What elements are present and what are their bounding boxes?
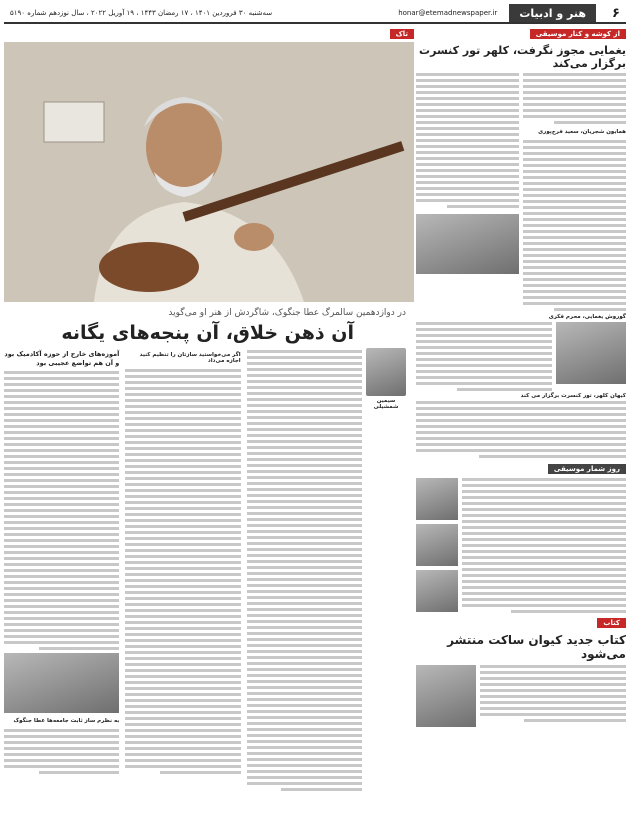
music-news-tagbar xyxy=(416,28,626,40)
author-name: سیمین شمشیلی xyxy=(373,398,399,410)
right-text-col-4 xyxy=(416,401,626,458)
right-article-body-2 xyxy=(416,322,626,391)
page-number: ۶ xyxy=(612,5,620,21)
main-tag: تاک xyxy=(390,29,414,39)
book-headline: کتاب جدید کیوان ساکت منتشر می‌شود xyxy=(447,633,626,662)
right-article-body xyxy=(416,73,626,311)
book-tagbar xyxy=(416,617,626,629)
article-col-3-tail xyxy=(4,729,119,774)
calendar-photo-3 xyxy=(416,570,458,612)
book-photo xyxy=(416,665,476,727)
secondary-photo xyxy=(4,653,119,713)
article-col-3 xyxy=(4,350,119,816)
musician-illustration xyxy=(4,42,414,302)
calendar-block xyxy=(416,478,626,613)
pull-quote-2: به نظرم ساز ثابت جامعه‌ها عطا جنگوک xyxy=(13,718,120,724)
calendar-photos xyxy=(416,478,458,613)
subhead-2: گوروش یغمایی، محرم فکری xyxy=(548,314,626,321)
author-photo xyxy=(366,348,406,396)
calendar-tag: روز شمار موسیقی xyxy=(548,464,626,474)
article-lead: آموزه‌های خارج از حوزه‌ آکادمیک بود و آن هم تواضع عجیبی بود xyxy=(4,350,120,367)
right-text-col-2 xyxy=(416,73,519,311)
book-text xyxy=(480,665,626,727)
issue-date: سه‌شنبه ۳۰ فروردین ۱۴۰۱ ، ۱۷ رمضان ۱۴۴۳ ، ۱۹ آوریل ۲۰۲۲ ، سال نوزدهم شماره ۵۱۹۰ xyxy=(10,9,273,17)
main-tagbar xyxy=(4,28,414,40)
yaghmaei-photo xyxy=(416,214,519,274)
book-tag: کتاب xyxy=(597,618,626,628)
article-col-3-text xyxy=(4,371,119,650)
setar-player-photo xyxy=(4,42,414,302)
right-column xyxy=(416,28,626,816)
right-headline: یغمایی مجوز نگرفت، کلهر تور کنسرت برگزار می‌کند xyxy=(419,44,626,71)
calendar-photo-2 xyxy=(416,524,458,566)
article-headline: آن ذهن خلاق، آن پنجه‌های یگانه xyxy=(61,322,354,344)
main-feature xyxy=(4,28,414,816)
article-body xyxy=(4,350,362,816)
author-block xyxy=(366,348,406,412)
section-title: هنر و ادبیات xyxy=(509,4,596,22)
article-col-2 xyxy=(125,350,240,816)
kalhor-photo xyxy=(556,322,626,384)
right-text-col-1 xyxy=(523,73,626,311)
book-article-body xyxy=(416,665,626,727)
right-text-col-3 xyxy=(416,322,552,391)
calendar-photo-1 xyxy=(416,478,458,520)
music-news-tag: از کوشه و کنار موسیقی xyxy=(530,29,626,39)
page-header xyxy=(4,4,626,24)
article-col-1 xyxy=(247,350,362,816)
subhead-3: کیهان کلهر، تور کنسرت برگزار می کند xyxy=(520,393,626,400)
section-email: honar@etemadnewspaper.ir xyxy=(398,9,498,17)
subhead-1: همایون شجریان، سعید فرج‌پوری xyxy=(538,129,626,136)
calendar-tagbar xyxy=(416,463,626,475)
calendar-text xyxy=(462,478,626,613)
pull-quote-1: اگر می‌خواستید سازتان را تنظیم کنید اجازه می‌داد xyxy=(139,352,241,364)
article-kicker: در دوازدهمین سالمرگ عطا جنگوک، شاگردش از هنر او می‌گوید xyxy=(168,308,406,318)
